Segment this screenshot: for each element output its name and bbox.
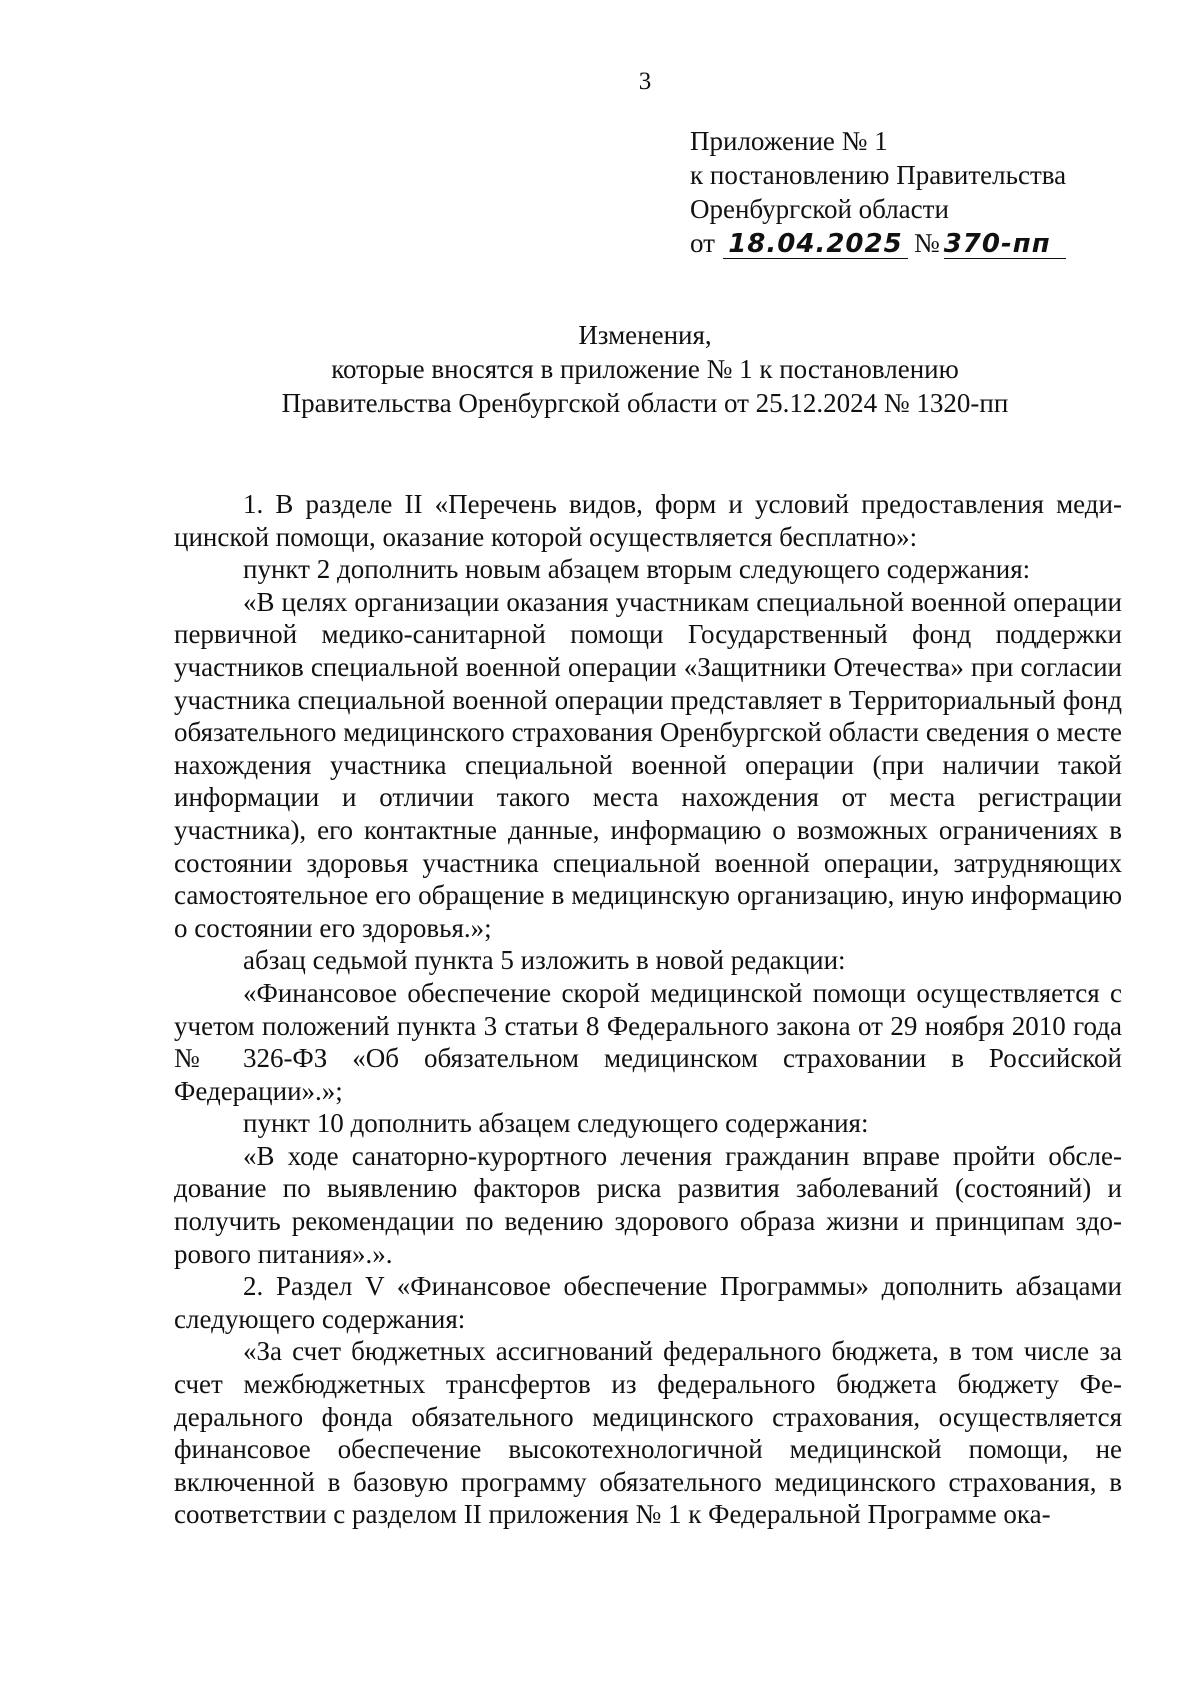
paragraph: «В ходе санаторно-курортного лечения гражданин вправе пройти обследование по выявлению факторов риска развития заболеваний (состояний) и получить рекомендации по ведению здорового образа жизни и принципам здорового питания».».	[174, 1140, 1122, 1269]
appendix-line-1: Приложение № 1	[690, 126, 888, 156]
handwritten-number: 370-пп	[944, 230, 1066, 259]
paragraph: «За счет бюджетных ассигнований федерального бюджета, в том числе за счет межбюджетных трансфертов из федерального бюджета бюджету Федерального фонда обязательного медицинского страхования, осуществляется финансовое обеспечение высокотехнологичной медицинской помощи, не включенной в базовую программу обязательного медицинского страхования, в соответствии с разделом II приложения № 1 к Федеральной Программе ока-	[174, 1336, 1122, 1530]
paragraph: «В целях организации оказания участникам специальной военной операции первичной медико-санитарной помощи Государственный фонд поддержки участников специальной военной операции «Защитники Отечества» при согласии участника специальной военной операции представляет в Территориальный фонд обязательного медицинского страхования Оренбургской области сведения о месте нахождения участника специальной военной операции (при наличии такой информации и отличии такого места нахождения от места регистрации участника), его контактные данные, информацию о возможных ограничениях в состоянии здоровья участника специальной военной операции, затрудняющих самостоятельное его обращение в медицинскую организацию, иную информацию о состоянии его здоровья.»;	[174, 586, 1122, 943]
title-line-3: Правительства Оренбургской области от 25.12.2024 № 1320-пп	[281, 388, 1009, 418]
paragraph: «Финансовое обеспечение скорой медицинской помощи осуществляется с учетом положений пункта 3 статьи 8 Федерального закона от 29 ноября 2010 года № 326-ФЗ «Об обязательном медицинском страховании в Российской Федерации».»;	[174, 977, 1122, 1106]
title-line-1: Изменения,	[578, 320, 712, 350]
document-title	[0, 318, 1200, 420]
appendix-date-line	[690, 226, 1066, 260]
document-body	[174, 488, 1122, 1531]
paragraph: пункт 10 дополнить абзацем следующего содержания:	[243, 1108, 869, 1139]
paragraph: 1. В разделе II «Перечень видов, форм и условий предоставления медицинской помощи, оказание которой осуществляется бесплатно»:	[174, 489, 1122, 552]
number-sign: №	[913, 228, 940, 258]
appendix-line-2: к постановлению Правительства	[690, 160, 1067, 190]
date-prefix: от	[690, 228, 715, 258]
appendix-header	[690, 124, 1066, 260]
appendix-line-3: Оренбургской области	[690, 194, 949, 224]
handwritten-date: 18.04.2025	[723, 230, 908, 259]
paragraph: 2. Раздел V «Финансовое обеспечение Программы» дополнить абзацами следующего содержания:	[174, 1271, 1122, 1334]
paragraph: абзац седьмой пункта 5 изложить в новой редакции:	[243, 945, 846, 976]
page-number: 3	[638, 68, 652, 95]
title-line-2: которые вносятся в приложение № 1 к постановлению	[331, 354, 959, 384]
paragraph: пункт 2 дополнить новым абзацем вторым следующего содержания:	[243, 554, 1031, 585]
